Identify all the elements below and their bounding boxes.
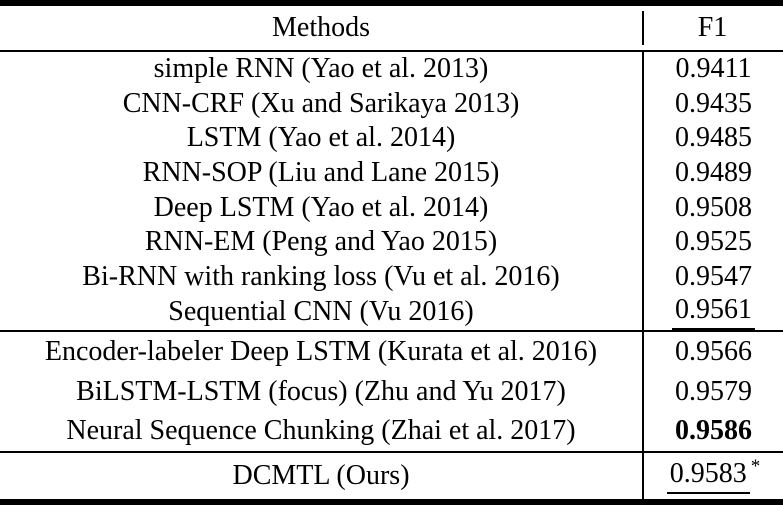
method-cell <box>0 121 642 156</box>
method-label: Sequential CNN (Vu 2016) <box>168 296 474 328</box>
table-row <box>0 411 783 451</box>
method-cell <box>0 190 642 225</box>
f1-value: 0.9435 <box>675 87 752 119</box>
method-cell <box>0 52 642 87</box>
f1-cell <box>642 225 783 260</box>
f1-value: 0.9566 <box>675 335 752 367</box>
f1-value: 0.9561 <box>672 294 755 330</box>
f1-cell <box>642 190 783 225</box>
table-row <box>0 156 783 191</box>
method-cell <box>0 372 642 412</box>
table-section-baselines <box>0 52 783 330</box>
table-row <box>0 259 783 294</box>
table-row <box>0 294 783 330</box>
table-header-row <box>0 6 783 50</box>
f1-value: 0.9508 <box>675 191 752 223</box>
method-cell <box>0 156 642 191</box>
header-f1-label: F1 <box>697 12 728 43</box>
f1-cell <box>642 259 783 294</box>
method-cell <box>0 332 642 372</box>
method-label: LSTM (Yao et al. 2014) <box>186 122 456 154</box>
f1-value: 0.9586 <box>675 415 752 447</box>
table-section-ours <box>0 453 783 499</box>
method-cell <box>0 225 642 260</box>
table-bottom-border <box>0 499 783 505</box>
table-row <box>0 121 783 156</box>
f1-cell: 0.9583 * <box>642 453 783 499</box>
f1-cell <box>642 332 783 372</box>
table-row <box>0 225 783 260</box>
f1-value: 0.9579 <box>675 375 752 407</box>
f1-value: 0.9489 <box>675 157 752 189</box>
f1-cell <box>642 121 783 156</box>
f1-cell <box>642 411 783 451</box>
table-row <box>0 52 783 87</box>
method-label: Encoder-labeler Deep LSTM (Kurata et al. 2016) <box>44 335 598 367</box>
method-cell <box>0 411 642 451</box>
f1-cell <box>642 87 783 122</box>
table-row <box>0 87 783 122</box>
f1-value: 0.9485 <box>675 122 752 154</box>
table-row <box>0 372 783 412</box>
method-cell <box>0 453 642 499</box>
method-label: Bi-RNN with ranking loss (Vu et al. 2016) <box>82 260 560 292</box>
header-f1-cell <box>642 6 783 50</box>
f1-cell <box>642 372 783 412</box>
method-label: BiLSTM-LSTM (focus) (Zhu and Yu 2017) <box>76 375 566 407</box>
method-label: Neural Sequence Chunking (Zhai et al. 2017) <box>66 415 576 447</box>
method-label: RNN-SOP (Liu and Lane 2015) <box>142 157 500 189</box>
method-label: Deep LSTM (Yao et al. 2014) <box>153 191 489 223</box>
header-methods-label: Methods <box>272 12 370 43</box>
method-cell <box>0 259 642 294</box>
method-label: DCMTL (Ours) <box>232 460 410 491</box>
f1-cell <box>642 294 783 330</box>
f1-value: 0.9411 <box>675 53 752 85</box>
header-methods-cell <box>0 6 642 50</box>
f1-value: 0.9525 <box>675 226 752 258</box>
method-label: simple RNN (Yao et al. 2013) <box>153 53 489 85</box>
f1-cell <box>642 156 783 191</box>
header-column-divider <box>642 11 644 45</box>
method-cell <box>0 294 642 330</box>
f1-value: 0.9583 <box>667 458 750 494</box>
method-label: CNN-CRF (Xu and Sarikaya 2013) <box>122 87 520 119</box>
f1-cell <box>642 52 783 87</box>
table-row <box>0 190 783 225</box>
table-row <box>0 332 783 372</box>
table-section-recent <box>0 332 783 451</box>
f1-value: 0.9547 <box>675 260 752 292</box>
method-label: RNN-EM (Peng and Yao 2015) <box>144 226 498 258</box>
method-cell <box>0 87 642 122</box>
table-row <box>0 453 783 499</box>
